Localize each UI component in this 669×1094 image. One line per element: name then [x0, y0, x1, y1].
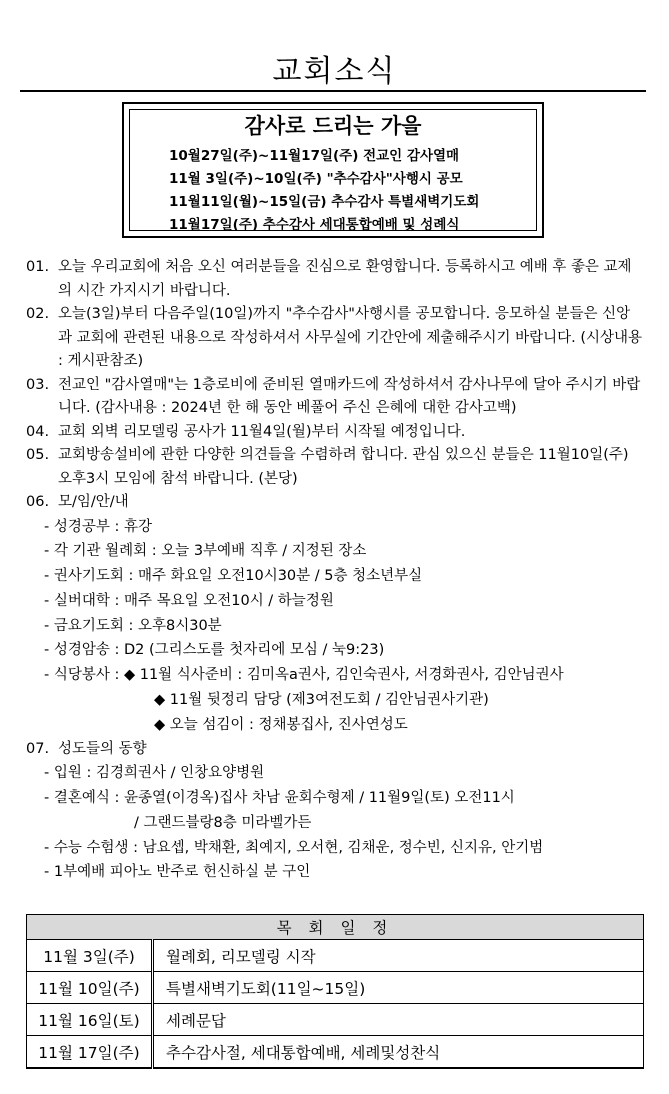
meeting-line: - 식당봉사 : ◆ 11월 식사준비 : 김미옥a권사, 김인숙권사, 서경화권사, 김안님권사 [44, 667, 564, 684]
item-number: 05. [26, 447, 50, 463]
meeting-line: - 성경공부 : 휴강 [44, 518, 152, 535]
members-heading-row [26, 738, 644, 762]
item-text: 교회방송설비에 관한 다양한 의견들을 수렴하려 합니다. 관심 있으신 분들은 11월10일(주) 오후3시 모임에 참석 바랍니다. (본당) [58, 447, 629, 487]
schedule-date: 11월 16일(토) [27, 1004, 153, 1036]
member-line-continued: / 그랜드블랑8층 미라벨가든 [134, 814, 312, 831]
schedule-table [26, 914, 644, 1069]
meeting-line-continued: ◆ 오늘 섬김이 : 정채봉집사, 진사연성도 [154, 716, 408, 733]
member-line: - 결혼예식 : 윤종열(이경옥)집사 차남 윤회수형제 / 11월9일(토) 오전11시 [44, 789, 515, 806]
item-text: 전교인 "감사열매"는 1층로비에 준비된 열매카드에 작성하셔서 감사나무에 달아 주시기 바랍니다. (감사내용 : 2024년 한 해 동안 베풀어 주신 은혜에 대한 감사고백) [58, 376, 641, 416]
schedule-date: 11월 17일(주) [27, 1036, 153, 1069]
item-number: 01. [26, 259, 50, 275]
schedule-event: 세례문답 [153, 1004, 644, 1036]
schedule-date: 11월 3일(주) [27, 940, 153, 972]
member-line: - 입원 : 김경희권사 / 인창요양병원 [44, 765, 265, 782]
table-row [27, 940, 644, 972]
item-number: 07. [26, 740, 50, 757]
page-title: 교회소식 [272, 54, 397, 89]
event-line: 11월17일(주) 추수감사 세대통합예배 및 성례식 [169, 217, 460, 233]
event-line: 11월 3일(주)~10일(주) "추수감사"사행시 공모 [169, 171, 463, 187]
item-text: 오늘(3일)부터 다음주일(10일)까지 "추수감사"사행시를 공모합니다. 응모하실 분들은 신앙과 교회에 관련된 내용으로 작성하셔서 사무실에 기간안에 제출해주시기 바랍니다. (시상내용 : 게시판참조) [58, 306, 643, 369]
news-item [26, 374, 644, 421]
item-text: 교회 외벽 리모델링 공사가 11월4일(월)부터 시작될 예정입니다. [58, 423, 466, 440]
schedule-heading: 목 회 일 정 [27, 915, 644, 940]
news-item [26, 256, 644, 303]
schedule-event: 추수감사절, 세대통합예배, 세례및성찬식 [153, 1036, 644, 1069]
item-number: 04. [26, 423, 50, 440]
table-row [27, 1036, 644, 1069]
event-box-heading: 감사로 드리는 가을 [244, 114, 422, 138]
item-number: 03. [26, 376, 50, 393]
meeting-line: - 성경암송 : D2 (그리스도를 첫자리에 모심 / 눅9:23) [44, 642, 385, 659]
schedule-event: 월례회, 리모델링 시작 [153, 940, 644, 972]
item-number: 02. [26, 306, 50, 322]
item-number: 06. [26, 494, 50, 510]
event-line: 11월11일(월)~15일(금) 추수감사 특별새벽기도회 [169, 194, 480, 210]
news-list [26, 256, 644, 885]
meeting-line: - 각 기관 월례회 : 오늘 3부예배 직후 / 지정된 장소 [44, 543, 367, 560]
meeting-line-continued: ◆ 11월 뒷정리 담당 (제3여전도회 / 김안님권사기관) [154, 692, 489, 709]
member-line: - 수능 수험생 : 남요셉, 박채환, 최예지, 오서현, 김채운, 정수빈, 신지유, 안기범 [44, 839, 544, 856]
news-item [26, 303, 644, 374]
event-box [122, 102, 544, 238]
meeting-line: - 실버대학 : 매주 목요일 오전10시 / 하늘정원 [44, 592, 334, 609]
item-text: 오늘 우리교회에 처음 오신 여러분들을 진심으로 환영합니다. 등록하시고 예배 후 좋은 교제의 시간 가지시기 바랍니다. [58, 259, 632, 299]
meeting-line: - 권사기도회 : 매주 화요일 오전10시30분 / 5층 청소년부실 [44, 568, 423, 585]
schedule-event: 특별새벽기도회(11일~15일) [153, 972, 644, 1004]
news-item [26, 444, 644, 491]
title-divider [20, 90, 646, 92]
meeting-line: - 금요기도회 : 오후8시30분 [44, 617, 222, 634]
news-item [26, 421, 644, 445]
table-row [27, 972, 644, 1004]
schedule-date: 11월 10일(주) [27, 972, 153, 1004]
table-row [27, 1004, 644, 1036]
meetings-heading-row [26, 491, 644, 515]
event-line: 10월27일(주)~11월17일(주) 전교인 감사열매 [169, 148, 460, 164]
member-line: - 1부예배 피아노 반주로 헌신하실 분 구인 [44, 864, 311, 881]
members-heading: 성도들의 동향 [58, 740, 147, 757]
meetings-heading: 모/임/안/내 [58, 494, 129, 510]
